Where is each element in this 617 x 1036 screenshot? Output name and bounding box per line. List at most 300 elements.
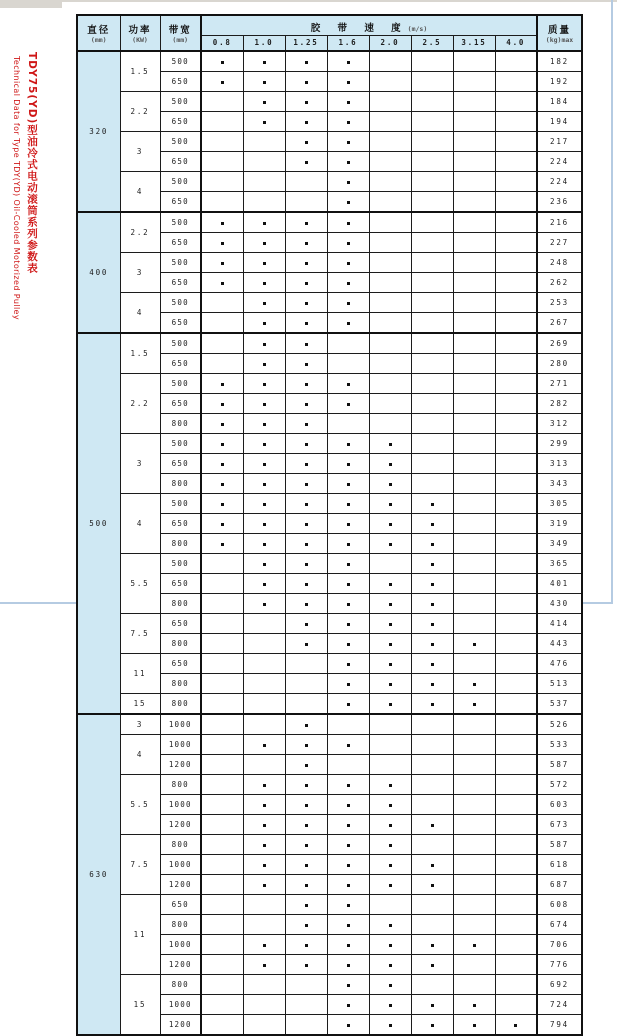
speed-dot-cell: [243, 1014, 285, 1035]
availability-dot: [305, 744, 308, 747]
availability-dot: [473, 1004, 476, 1007]
speed-dot-cell: [453, 934, 495, 954]
availability-dot: [431, 1004, 434, 1007]
mass-cell: 587: [537, 754, 582, 774]
speed-dot-cell: [495, 673, 537, 693]
speed-dot-cell: [411, 693, 453, 714]
speed-dot-cell: [495, 91, 537, 111]
availability-dot: [347, 282, 350, 285]
speed-dot-cell: [495, 714, 537, 735]
speed-dot-cell: [369, 252, 411, 272]
availability-dot: [305, 61, 308, 64]
availability-dot: [347, 443, 350, 446]
speed-dot-cell: [243, 974, 285, 994]
side-title-chinese: TDY75(YD)型油冷式电动滚筒系列参数表: [26, 52, 38, 274]
availability-dot: [263, 61, 266, 64]
speed-dot-cell: [453, 252, 495, 272]
speed-dot-cell: [369, 353, 411, 373]
speed-dot-cell: [411, 252, 453, 272]
speed-dot-cell: [495, 373, 537, 393]
availability-dot: [305, 262, 308, 265]
speed-dot-cell: [201, 373, 243, 393]
speed-dot-cell: [243, 191, 285, 212]
speed-dot-cell: [411, 212, 453, 233]
speed-dot-cell: [369, 673, 411, 693]
speed-dot-cell: [243, 693, 285, 714]
speed-col-header: 2.0: [369, 36, 411, 51]
speed-dot-cell: [201, 914, 243, 934]
speed-dot-cell: [411, 71, 453, 91]
speed-dot-cell: [411, 914, 453, 934]
speed-dot-cell: [285, 714, 327, 735]
availability-dot: [263, 884, 266, 887]
speed-dot-cell: [201, 673, 243, 693]
belt-width-cell: 500: [160, 131, 201, 151]
mass-cell: 216: [537, 212, 582, 233]
speed-dot-cell: [285, 974, 327, 994]
power-cell: 2.2: [120, 91, 160, 131]
availability-dot: [221, 81, 224, 84]
availability-dot: [347, 1004, 350, 1007]
speed-dot-cell: [327, 453, 369, 473]
speed-dot-cell: [327, 934, 369, 954]
speed-dot-cell: [243, 333, 285, 354]
speed-dot-cell: [411, 874, 453, 894]
speed-dot-cell: [453, 71, 495, 91]
speed-dot-cell: [495, 994, 537, 1014]
speed-dot-cell: [285, 493, 327, 513]
availability-dot: [431, 523, 434, 526]
speed-dot-cell: [369, 914, 411, 934]
availability-dot: [305, 603, 308, 606]
belt-width-cell: 650: [160, 272, 201, 292]
table-row: [77, 373, 582, 393]
speed-dot-cell: [369, 292, 411, 312]
power-cell: 5.5: [120, 774, 160, 834]
speed-dot-cell: [411, 171, 453, 191]
mass-cell: 349: [537, 533, 582, 553]
power-cell: 15: [120, 974, 160, 1035]
availability-dot: [347, 61, 350, 64]
speed-dot-cell: [327, 292, 369, 312]
speed-dot-cell: [411, 593, 453, 613]
power-cell: 3: [120, 252, 160, 292]
mass-cell: 319: [537, 513, 582, 533]
speed-dot-cell: [201, 413, 243, 433]
availability-dot: [263, 363, 266, 366]
availability-dot: [221, 222, 224, 225]
availability-dot: [389, 523, 392, 526]
availability-dot: [431, 884, 434, 887]
availability-dot: [305, 503, 308, 506]
belt-width-cell: 500: [160, 252, 201, 272]
speed-dot-cell: [243, 212, 285, 233]
speed-dot-cell: [369, 874, 411, 894]
speed-dot-cell: [201, 171, 243, 191]
availability-dot: [221, 503, 224, 506]
table-body: [77, 51, 582, 1035]
speed-dot-cell: [411, 151, 453, 171]
availability-dot: [305, 724, 308, 727]
speed-dot-cell: [453, 232, 495, 252]
speed-dot-cell: [243, 312, 285, 333]
availability-dot: [347, 864, 350, 867]
belt-width-cell: 1200: [160, 754, 201, 774]
availability-dot: [389, 683, 392, 686]
speed-dot-cell: [327, 252, 369, 272]
mass-cell: 692: [537, 974, 582, 994]
mass-cell: 572: [537, 774, 582, 794]
speed-dot-cell: [285, 533, 327, 553]
speed-dot-cell: [285, 131, 327, 151]
availability-dot: [221, 423, 224, 426]
speed-dot-cell: [495, 573, 537, 593]
mass-cell: 537: [537, 693, 582, 714]
power-cell: 7.5: [120, 613, 160, 653]
speed-dot-cell: [369, 232, 411, 252]
speed-dot-cell: [453, 373, 495, 393]
availability-dot: [263, 443, 266, 446]
availability-dot: [347, 904, 350, 907]
speed-dot-cell: [453, 393, 495, 413]
speed-dot-cell: [495, 653, 537, 673]
table-header: [77, 15, 582, 51]
availability-dot: [263, 804, 266, 807]
power-cell: 4: [120, 292, 160, 333]
availability-dot: [347, 824, 350, 827]
table-row: [77, 834, 582, 854]
speed-dot-cell: [369, 1014, 411, 1035]
speed-dot-cell: [243, 734, 285, 754]
speed-dot-cell: [243, 553, 285, 573]
mass-cell: 724: [537, 994, 582, 1014]
belt-width-cell: 500: [160, 51, 201, 72]
speed-dot-cell: [243, 413, 285, 433]
speed-dot-cell: [201, 131, 243, 151]
availability-dot: [347, 984, 350, 987]
availability-dot: [347, 81, 350, 84]
speed-dot-cell: [453, 272, 495, 292]
speed-dot-cell: [411, 994, 453, 1014]
speed-dot-cell: [327, 513, 369, 533]
speed-dot-cell: [369, 212, 411, 233]
speed-dot-cell: [201, 232, 243, 252]
mass-cell: 280: [537, 353, 582, 373]
speed-dot-cell: [285, 272, 327, 292]
availability-dot: [305, 623, 308, 626]
power-header: 功率 (KW): [120, 15, 160, 51]
belt-width-cell: 800: [160, 974, 201, 994]
availability-dot: [347, 463, 350, 466]
speed-dot-cell: [453, 353, 495, 373]
availability-dot: [389, 483, 392, 486]
belt-width-cell: 1200: [160, 954, 201, 974]
speed-dot-cell: [285, 673, 327, 693]
availability-dot: [263, 563, 266, 566]
availability-dot: [389, 824, 392, 827]
availability-dot: [263, 864, 266, 867]
speed-dot-cell: [327, 794, 369, 814]
speed-dot-cell: [411, 714, 453, 735]
belt-width-cell: 800: [160, 473, 201, 493]
speed-dot-cell: [495, 433, 537, 453]
speed-dot-cell: [453, 814, 495, 834]
speed-dot-cell: [285, 894, 327, 914]
speed-dot-cell: [369, 272, 411, 292]
speed-dot-cell: [495, 71, 537, 91]
speed-dot-cell: [327, 633, 369, 653]
speed-dot-cell: [411, 1014, 453, 1035]
mass-cell: 343: [537, 473, 582, 493]
speed-dot-cell: [201, 493, 243, 513]
speed-dot-cell: [243, 353, 285, 373]
availability-dot: [305, 924, 308, 927]
speed-dot-cell: [243, 473, 285, 493]
speed-dot-cell: [285, 433, 327, 453]
speed-dot-cell: [201, 453, 243, 473]
speed-dot-cell: [327, 714, 369, 735]
speed-dot-cell: [327, 131, 369, 151]
speed-dot-cell: [411, 292, 453, 312]
speed-dot-cell: [411, 51, 453, 72]
speed-dot-cell: [369, 413, 411, 433]
availability-dot: [305, 764, 308, 767]
speed-dot-cell: [327, 734, 369, 754]
speed-dot-cell: [201, 393, 243, 413]
speed-dot-cell: [495, 894, 537, 914]
speed-dot-cell: [327, 493, 369, 513]
mass-cell: 262: [537, 272, 582, 292]
speed-dot-cell: [453, 573, 495, 593]
belt-width-cell: 650: [160, 513, 201, 533]
speed-dot-cell: [411, 734, 453, 754]
mass-cell: 269: [537, 333, 582, 354]
speed-dot-cell: [327, 433, 369, 453]
availability-dot: [347, 543, 350, 546]
speed-dot-cell: [369, 613, 411, 633]
speed-dot-cell: [327, 754, 369, 774]
speed-dot-cell: [453, 794, 495, 814]
table-row: [77, 553, 582, 573]
mass-cell: 706: [537, 934, 582, 954]
table-row: [77, 493, 582, 513]
mass-cell: 401: [537, 573, 582, 593]
availability-dot: [389, 623, 392, 626]
mass-cell: 192: [537, 71, 582, 91]
speed-dot-cell: [411, 433, 453, 453]
speed-dot-cell: [369, 493, 411, 513]
speed-dot-cell: [243, 754, 285, 774]
table-row: [77, 693, 582, 714]
availability-dot: [514, 1024, 517, 1027]
table-row: [77, 333, 582, 354]
speed-dot-cell: [201, 252, 243, 272]
availability-dot: [263, 463, 266, 466]
availability-dot: [347, 924, 350, 927]
mass-cell: 194: [537, 111, 582, 131]
availability-dot: [389, 663, 392, 666]
table-row: [77, 91, 582, 111]
power-cell: 7.5: [120, 834, 160, 894]
speed-dot-cell: [201, 333, 243, 354]
availability-dot: [305, 463, 308, 466]
availability-dot: [389, 463, 392, 466]
speed-dot-cell: [327, 613, 369, 633]
speed-dot-cell: [369, 453, 411, 473]
mass-cell: 184: [537, 91, 582, 111]
diameter-header: 直径 (mm): [77, 15, 120, 51]
speed-dot-cell: [495, 954, 537, 974]
power-cell: 15: [120, 693, 160, 714]
speed-dot-cell: [369, 312, 411, 333]
speed-dot-cell: [243, 292, 285, 312]
availability-dot: [347, 101, 350, 104]
speed-dot-cell: [327, 553, 369, 573]
speed-dot-cell: [411, 413, 453, 433]
speed-dot-cell: [411, 393, 453, 413]
speed-dot-cell: [243, 613, 285, 633]
availability-dot: [263, 282, 266, 285]
speed-dot-cell: [369, 131, 411, 151]
speed-dot-cell: [201, 573, 243, 593]
window-right-border: [611, 0, 613, 604]
availability-dot: [431, 824, 434, 827]
availability-dot: [389, 1004, 392, 1007]
speed-dot-cell: [201, 292, 243, 312]
speed-dot-cell: [453, 593, 495, 613]
speed-dot-cell: [327, 974, 369, 994]
speed-dot-cell: [453, 693, 495, 714]
speed-dot-cell: [495, 473, 537, 493]
availability-dot: [347, 181, 350, 184]
speed-dot-cell: [453, 714, 495, 735]
belt-width-cell: 1200: [160, 1014, 201, 1035]
speed-col-header: 0.8: [201, 36, 243, 51]
mass-cell: 224: [537, 171, 582, 191]
speed-dot-cell: [327, 312, 369, 333]
speed-dot-cell: [495, 272, 537, 292]
speed-dot-cell: [285, 413, 327, 433]
speed-dot-cell: [201, 212, 243, 233]
speed-dot-cell: [201, 1014, 243, 1035]
availability-dot: [221, 262, 224, 265]
speed-dot-cell: [495, 874, 537, 894]
speed-dot-cell: [327, 693, 369, 714]
availability-dot: [305, 242, 308, 245]
speed-dot-cell: [285, 834, 327, 854]
availability-dot: [221, 403, 224, 406]
speed-dot-cell: [453, 653, 495, 673]
speed-dot-cell: [243, 653, 285, 673]
speed-dot-cell: [411, 814, 453, 834]
speed-dot-cell: [327, 232, 369, 252]
speed-dot-cell: [201, 433, 243, 453]
availability-dot: [473, 1024, 476, 1027]
speed-dot-cell: [243, 794, 285, 814]
speed-col-header: 1.0: [243, 36, 285, 51]
mass-cell: 608: [537, 894, 582, 914]
speed-dot-cell: [411, 633, 453, 653]
speed-dot-cell: [243, 533, 285, 553]
availability-dot: [347, 884, 350, 887]
availability-dot: [347, 201, 350, 204]
belt-width-cell: 500: [160, 292, 201, 312]
mass-cell: 305: [537, 493, 582, 513]
speed-dot-cell: [201, 593, 243, 613]
diameter-cell: 320: [77, 51, 120, 212]
belt-width-cell: 1200: [160, 874, 201, 894]
availability-dot: [305, 383, 308, 386]
availability-dot: [347, 302, 350, 305]
mass-cell: 217: [537, 131, 582, 151]
speed-dot-cell: [243, 954, 285, 974]
availability-dot: [263, 503, 266, 506]
mass-cell: 282: [537, 393, 582, 413]
availability-dot: [305, 543, 308, 546]
speed-dot-cell: [285, 794, 327, 814]
speed-dot-cell: [327, 333, 369, 354]
speed-dot-cell: [369, 51, 411, 72]
availability-dot: [221, 282, 224, 285]
speed-dot-cell: [369, 393, 411, 413]
speed-dot-cell: [369, 373, 411, 393]
speed-dot-cell: [453, 131, 495, 151]
speed-dot-cell: [369, 954, 411, 974]
speed-dot-cell: [327, 894, 369, 914]
mass-cell: 248: [537, 252, 582, 272]
speed-dot-cell: [285, 91, 327, 111]
availability-dot: [305, 904, 308, 907]
speed-dot-cell: [327, 774, 369, 794]
availability-dot: [347, 383, 350, 386]
availability-dot: [305, 322, 308, 325]
availability-dot: [221, 383, 224, 386]
speed-dot-cell: [327, 1014, 369, 1035]
mass-cell: 513: [537, 673, 582, 693]
speed-dot-cell: [411, 232, 453, 252]
availability-dot: [389, 924, 392, 927]
speed-dot-cell: [285, 754, 327, 774]
availability-dot: [263, 403, 266, 406]
speed-dot-cell: [369, 894, 411, 914]
speed-dot-cell: [411, 373, 453, 393]
availability-dot: [431, 663, 434, 666]
availability-dot: [431, 603, 434, 606]
availability-dot: [389, 583, 392, 586]
belt-width-cell: 650: [160, 353, 201, 373]
availability-dot: [221, 523, 224, 526]
availability-dot: [389, 984, 392, 987]
speed-dot-cell: [201, 473, 243, 493]
speed-dot-cell: [285, 814, 327, 834]
speed-dot-cell: [495, 252, 537, 272]
availability-dot: [305, 403, 308, 406]
speed-dot-cell: [411, 473, 453, 493]
availability-dot: [221, 61, 224, 64]
availability-dot: [473, 683, 476, 686]
speed-dot-cell: [495, 453, 537, 473]
belt-width-cell: 1000: [160, 794, 201, 814]
availability-dot: [431, 583, 434, 586]
speed-dot-cell: [201, 151, 243, 171]
speed-dot-cell: [243, 453, 285, 473]
availability-dot: [347, 503, 350, 506]
speed-dot-cell: [453, 91, 495, 111]
speed-dot-cell: [327, 171, 369, 191]
speed-dot-cell: [285, 232, 327, 252]
speed-dot-cell: [495, 834, 537, 854]
speed-dot-cell: [411, 91, 453, 111]
